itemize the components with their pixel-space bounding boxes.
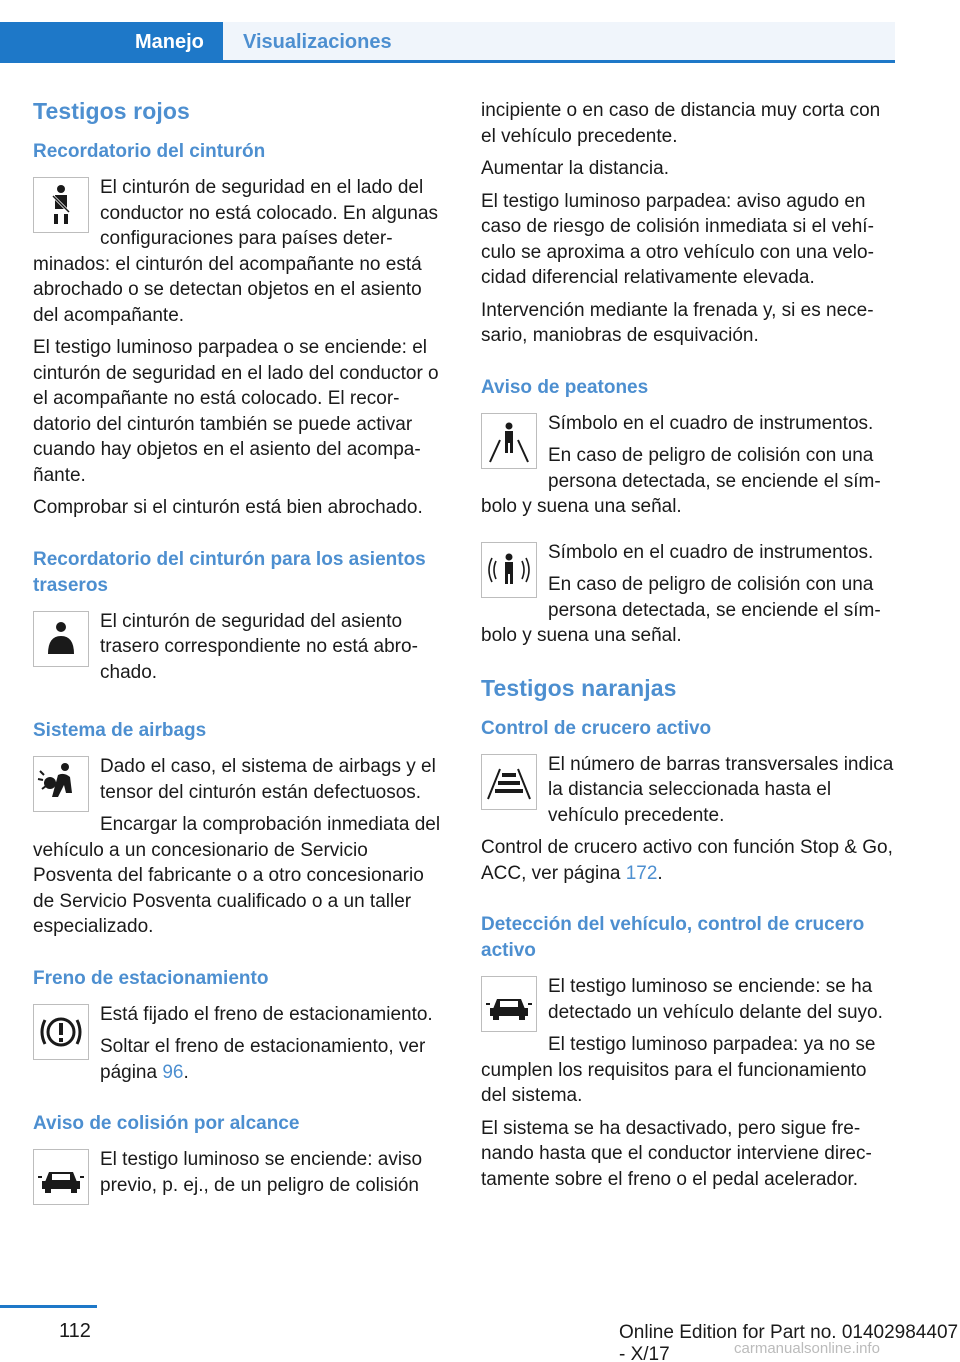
period: .	[657, 862, 663, 884]
page-number: 112	[59, 1320, 91, 1342]
acc-text-1: El número de barras transversales indica la distancia seleccionada hasta el vehículo precedente.	[548, 753, 894, 826]
right-column	[481, 98, 897, 1218]
period: .	[183, 1061, 189, 1083]
pedestrian-warning-2	[481, 540, 897, 649]
pedestrian-road-icon	[481, 413, 537, 469]
airbag-title: Sistema de airbags	[33, 720, 207, 741]
parking-brake-icon	[33, 1004, 89, 1060]
section-title-red: Testigos rojos	[33, 98, 190, 124]
rear-seat-icon	[33, 611, 89, 667]
collision-text-cont: incipiente o en caso de distancia muy corta con el vehículo precedente.	[481, 100, 881, 147]
detection-title: Detección del vehículo, control de crucero activo	[481, 914, 865, 961]
seatbelt-icon	[33, 177, 89, 233]
seatbelt-reminder	[33, 139, 449, 521]
active-cruise-control	[481, 716, 897, 887]
left-column	[33, 98, 449, 1224]
airbag-system	[33, 718, 449, 940]
tab-visualizaciones[interactable]: Visualizaciones	[223, 22, 895, 62]
pedestrian-signal-icon	[481, 542, 537, 598]
seatbelt-text-2: El testigo luminoso parpadea o se enciende: el cinturón de seguridad en el lado del conductor o el acompañante no está colocado. El recordatorio del cinturón también se puede activar cuando hay objetos en el asiento del acompañante.	[33, 337, 439, 486]
footer-rule	[0, 1305, 97, 1308]
parking-brake-title: Freno de estacionamiento	[33, 967, 269, 989]
seatbelt-text-3: Comprobar si el cinturón está bien abrochado.	[33, 497, 423, 518]
rear-seatbelt-text: El cinturón de seguridad del asiento trasero correspondiente no está abrochado.	[100, 610, 418, 683]
rear-seatbelt-reminder	[33, 547, 449, 693]
car-icon	[33, 1149, 89, 1205]
page-link-96[interactable]: 96	[162, 1061, 184, 1083]
collision-warning	[33, 1111, 449, 1198]
pedestrian-title: Aviso de peatones	[481, 376, 649, 398]
acc-text-2	[481, 835, 897, 886]
airbag-text-1: Dado el caso, el sistema de airbags y el tensor del cinturón están defectuosos.	[100, 756, 436, 803]
airbag-text-2: Encargar la comprobación inmediata del vehículo a un concesionario de Servicio Posventa del fabricante o a otro concesionario de Servicio Posventa cualificado o a un taller especializado.	[33, 814, 441, 937]
rear-seatbelt-title: Recordatorio del cinturón para los asientos traseros	[33, 548, 426, 596]
parking-brake-text-1: Está fijado el freno de estacionamiento.	[100, 1003, 433, 1025]
collision-warning-continued	[481, 98, 897, 349]
vehicle-detection	[481, 912, 897, 1192]
pedestrian-2-text-1: Símbolo en el cuadro de instrumentos.	[548, 541, 874, 563]
tab-manejo[interactable]: Manejo	[0, 22, 223, 62]
header	[0, 0, 960, 62]
watermark: carmanualsonline.info	[734, 1340, 880, 1357]
collision-text-2: Aumentar la distancia.	[481, 158, 669, 179]
detection-text-2: El testigo luminoso parpadea: ya no se cumplen los requisitos para el funcionamiento del sistema.	[481, 1034, 876, 1106]
vehicle-detected-icon	[481, 976, 537, 1032]
page-link-172[interactable]: 172	[625, 862, 658, 884]
collision-title: Aviso de colisión por alcance	[33, 1113, 300, 1134]
detection-text-1: El testigo luminoso se enciende: se ha detectado un vehículo delante del suyo.	[548, 976, 883, 1023]
seatbelt-text-1: El cinturón de seguridad en el lado del conductor no está colocado. En algunas configuraciones para países determinados: el cinturón del acompañante no está abrochado o se detectan objetos en el asiento del acompañante.	[33, 177, 439, 326]
pedestrian-1-text-2: En caso de peligro de colisión con una persona detectada, se enciende el símbolo y suena una señal.	[481, 445, 881, 517]
header-rule	[0, 60, 895, 63]
parking-brake	[33, 966, 449, 1086]
distance-bars-icon	[481, 754, 537, 810]
parking-brake-ref-text: Soltar el freno de estacionamiento, ver página	[100, 1036, 426, 1083]
acc-title: Control de crucero activo	[481, 717, 712, 739]
airbag-icon	[33, 756, 89, 812]
section-title-orange: Testigos naranjas	[481, 674, 677, 701]
detection-text-3: El sistema se ha desactivado, pero sigue frenando hasta que el conductor interviene directamente sobre el freno o el pedal acelerador.	[481, 1117, 872, 1190]
pedestrian-1-text-1: Símbolo en el cuadro de instrumentos.	[548, 412, 874, 434]
pedestrian-warning	[481, 375, 897, 520]
collision-text-4: Intervención mediante la frenada y, si es necesario, maniobras de esquivación.	[481, 299, 874, 346]
collision-text-3: El testigo luminoso parpadea: aviso agudo en caso de riesgo de colisión inmediata si el vehículo se aproxima a otro vehículo con una velocidad diferencial relativamente elevada.	[481, 190, 874, 288]
acc-ref-text: Control de crucero activo con función Stop & Go, ACC, ver página	[481, 837, 893, 884]
pedestrian-2-text-2: En caso de peligro de colisión con una persona detectada, se enciende el símbolo y suena una señal.	[481, 574, 881, 646]
parking-brake-text-2	[33, 1034, 449, 1085]
edition-text: Online Edition for Part no. 01402984407 - X/17	[619, 1322, 959, 1362]
collision-text-1: El testigo luminoso se enciende: aviso previo, p. ej., de un peligro de colisión	[100, 1149, 423, 1196]
seatbelt-title: Recordatorio del cinturón	[33, 141, 266, 162]
